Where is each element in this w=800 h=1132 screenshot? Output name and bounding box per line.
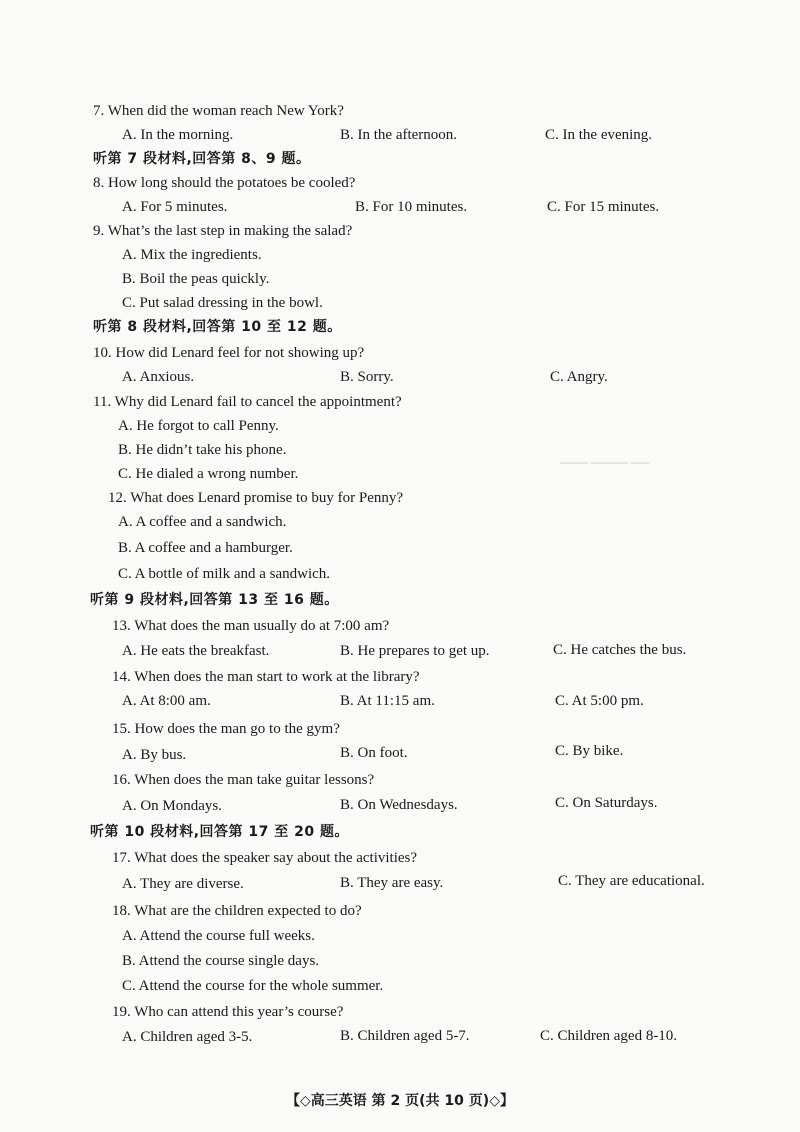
q9-option-a: A. Mix the ingredients. — [122, 247, 262, 263]
q16-option-a: A. On Mondays. — [122, 798, 222, 814]
q17-option-c: C. They are educational. — [558, 873, 705, 889]
q12-option-a: A. A coffee and a sandwich. — [118, 514, 287, 530]
q9-option-b: B. Boil the peas quickly. — [122, 271, 270, 287]
section-heading-7: 听第 7 段材料,回答第 8、9 题。 — [93, 151, 311, 167]
q10-option-c: C. Angry. — [550, 369, 608, 385]
q7-option-b: B. In the afternoon. — [340, 127, 458, 143]
q18-option-a: A. Attend the course full weeks. — [122, 928, 315, 944]
q19-option-b: B. Children aged 5-7. — [340, 1028, 470, 1044]
question-8: 8. How long should the potatoes be cooled? — [93, 175, 356, 191]
section-heading-10: 听第 10 段材料,回答第 17 至 20 题。 — [90, 824, 350, 840]
section-heading-8: 听第 8 段材料,回答第 10 至 12 题。 — [93, 319, 342, 335]
q8-option-c: C. For 15 minutes. — [547, 199, 660, 215]
q13-option-a: A. He eats the breakfast. — [122, 643, 270, 659]
question-15: 15. How does the man go to the gym? — [112, 721, 340, 737]
q10-option-b: B. Sorry. — [340, 369, 394, 385]
q16-option-b: B. On Wednesdays. — [340, 797, 458, 813]
q15-option-b: B. On foot. — [340, 745, 408, 761]
q17-option-a: A. They are diverse. — [122, 876, 244, 892]
q10-option-a: A. Anxious. — [122, 369, 195, 385]
q18-option-c: C. Attend the course for the whole summer. — [122, 978, 384, 994]
question-14: 14. When does the man start to work at the library? — [112, 669, 420, 685]
question-17: 17. What does the speaker say about the activities? — [112, 850, 418, 866]
q8-option-a: A. For 5 minutes. — [122, 199, 228, 215]
q8-option-b: B. For 10 minutes. — [355, 199, 468, 215]
bleed-through: ▁▁▁ ▁▁▁▁ ▁▁ — [560, 450, 650, 464]
q14-option-c: C. At 5:00 pm. — [555, 693, 644, 709]
q14-option-b: B. At 11:15 am. — [340, 693, 435, 709]
q9-option-c: C. Put salad dressing in the bowl. — [122, 295, 323, 311]
question-19: 19. Who can attend this year’s course? — [112, 1004, 344, 1020]
q11-option-a: A. He forgot to call Penny. — [118, 418, 279, 434]
q15-option-a: A. By bus. — [122, 747, 187, 763]
q18-option-b: B. Attend the course single days. — [122, 953, 320, 969]
q11-option-b: B. He didn’t take his phone. — [118, 442, 287, 458]
q14-option-a: A. At 8:00 am. — [122, 693, 211, 709]
question-11: 11. Why did Lenard fail to cancel the appointment? — [93, 394, 402, 410]
question-10: 10. How did Lenard feel for not showing up? — [93, 345, 365, 361]
page-footer: 【◇高三英语 第 2 页(共 10 页)◇】 — [286, 1093, 514, 1109]
q12-option-c: C. A bottle of milk and a sandwich. — [118, 566, 331, 582]
q7-option-a: A. In the morning. — [122, 127, 234, 143]
q19-option-c: C. Children aged 8-10. — [540, 1028, 678, 1044]
section-heading-9: 听第 9 段材料,回答第 13 至 16 题。 — [90, 592, 339, 608]
q15-option-c: C. By bike. — [555, 743, 624, 759]
question-16: 16. When does the man take guitar lessons? — [112, 772, 375, 788]
q11-option-c: C. He dialed a wrong number. — [118, 466, 299, 482]
question-18: 18. What are the children expected to do? — [112, 903, 362, 919]
q19-option-a: A. Children aged 3-5. — [122, 1029, 253, 1045]
question-12: 12. What does Lenard promise to buy for Penny? — [108, 490, 404, 506]
q16-option-c: C. On Saturdays. — [555, 795, 658, 811]
q17-option-b: B. They are easy. — [340, 875, 444, 891]
q12-option-b: B. A coffee and a hamburger. — [118, 540, 293, 556]
question-7: 7. When did the woman reach New York? — [93, 103, 344, 119]
q7-option-c: C. In the evening. — [545, 127, 653, 143]
q13-option-c: C. He catches the bus. — [553, 642, 687, 658]
q13-option-b: B. He prepares to get up. — [340, 643, 490, 659]
question-13: 13. What does the man usually do at 7:00 am? — [112, 618, 390, 634]
question-9: 9. What’s the last step in making the salad? — [93, 223, 353, 239]
